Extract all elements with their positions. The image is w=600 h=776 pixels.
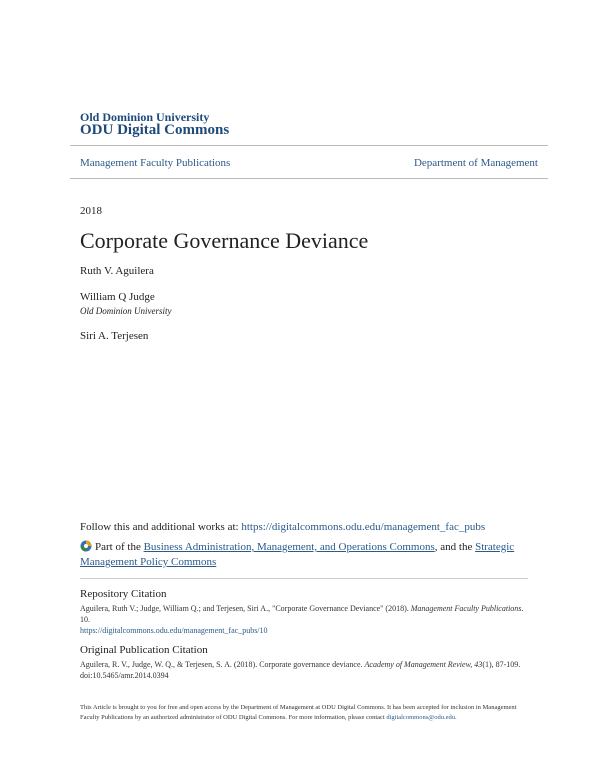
author-name: Ruth V. Aguilera xyxy=(80,265,154,277)
department-link[interactable]: Department of Management xyxy=(413,157,538,169)
citation-body: Aguilera, R. V., Judge, W. Q., & Terjesen, S. A. (2018). Corporate governance deviance. xyxy=(80,660,365,669)
contact-email-link[interactable]: digitalcommons@odu.edu xyxy=(386,714,455,721)
divider-citation xyxy=(80,578,528,579)
part-of-middle: , and the xyxy=(434,541,476,553)
commons-link-business[interactable]: Business Administration, Management, and Operations Commons xyxy=(143,541,435,553)
access-notice xyxy=(80,703,528,723)
divider-bottom xyxy=(70,178,548,179)
citation-suffix: . 10. xyxy=(80,604,524,624)
original-citation-heading: Original Publication Citation xyxy=(80,644,208,656)
author-name: Siri A. Terjesen xyxy=(80,330,149,342)
citation-journal: Academy of Management Review, 43 xyxy=(364,660,483,669)
follow-prefix: Follow this and additional works at: xyxy=(80,521,242,533)
collection-link[interactable]: Management Faculty Publications xyxy=(80,157,231,169)
citation-url-link[interactable]: https://digitalcommons.odu.edu/management_fac_pubs/10 xyxy=(80,626,268,635)
repository-citation-text xyxy=(80,603,525,636)
network-icon xyxy=(80,540,92,552)
follow-url-link[interactable]: https://digitalcommons.odu.edu/management_fac_pubs xyxy=(241,521,486,533)
access-notice-text: This Article is brought to you for free and open access by the Department of Management at ODU Digital Commons. It has been accepted for inclusion in Management Faculty Publications by an authorized administrator of ODU Digital Commons. For more information, please contact xyxy=(80,704,517,721)
university-name: Old Dominion University xyxy=(80,110,210,124)
citation-body: Aguilera, Ruth V.; Judge, William Q.; and Terjesen, Siri A., "Corporate Governance Deviance" (2018). xyxy=(80,604,411,613)
access-notice-end: . xyxy=(454,714,457,721)
divider-top xyxy=(70,145,548,146)
citation-suffix: (1), 87-109. doi:10.5465/amr.2014.0394 xyxy=(80,660,521,680)
citation-journal: Management Faculty Publications xyxy=(410,604,522,613)
site-name-link[interactable]: ODU Digital Commons xyxy=(80,122,230,138)
follow-line xyxy=(80,521,540,533)
author-affiliation: Old Dominion University xyxy=(80,306,172,316)
repository-citation-heading: Repository Citation xyxy=(80,588,167,600)
part-of-line xyxy=(80,540,530,570)
author-name: William Q Judge xyxy=(80,291,155,303)
part-of-prefix: Part of the xyxy=(95,541,144,553)
article-title: Corporate Governance Deviance xyxy=(80,228,369,253)
original-citation-text xyxy=(80,659,525,681)
publication-year: 2018 xyxy=(80,205,102,217)
commons-link-strategic[interactable]: Strategic Management Policy Commons xyxy=(80,541,515,568)
